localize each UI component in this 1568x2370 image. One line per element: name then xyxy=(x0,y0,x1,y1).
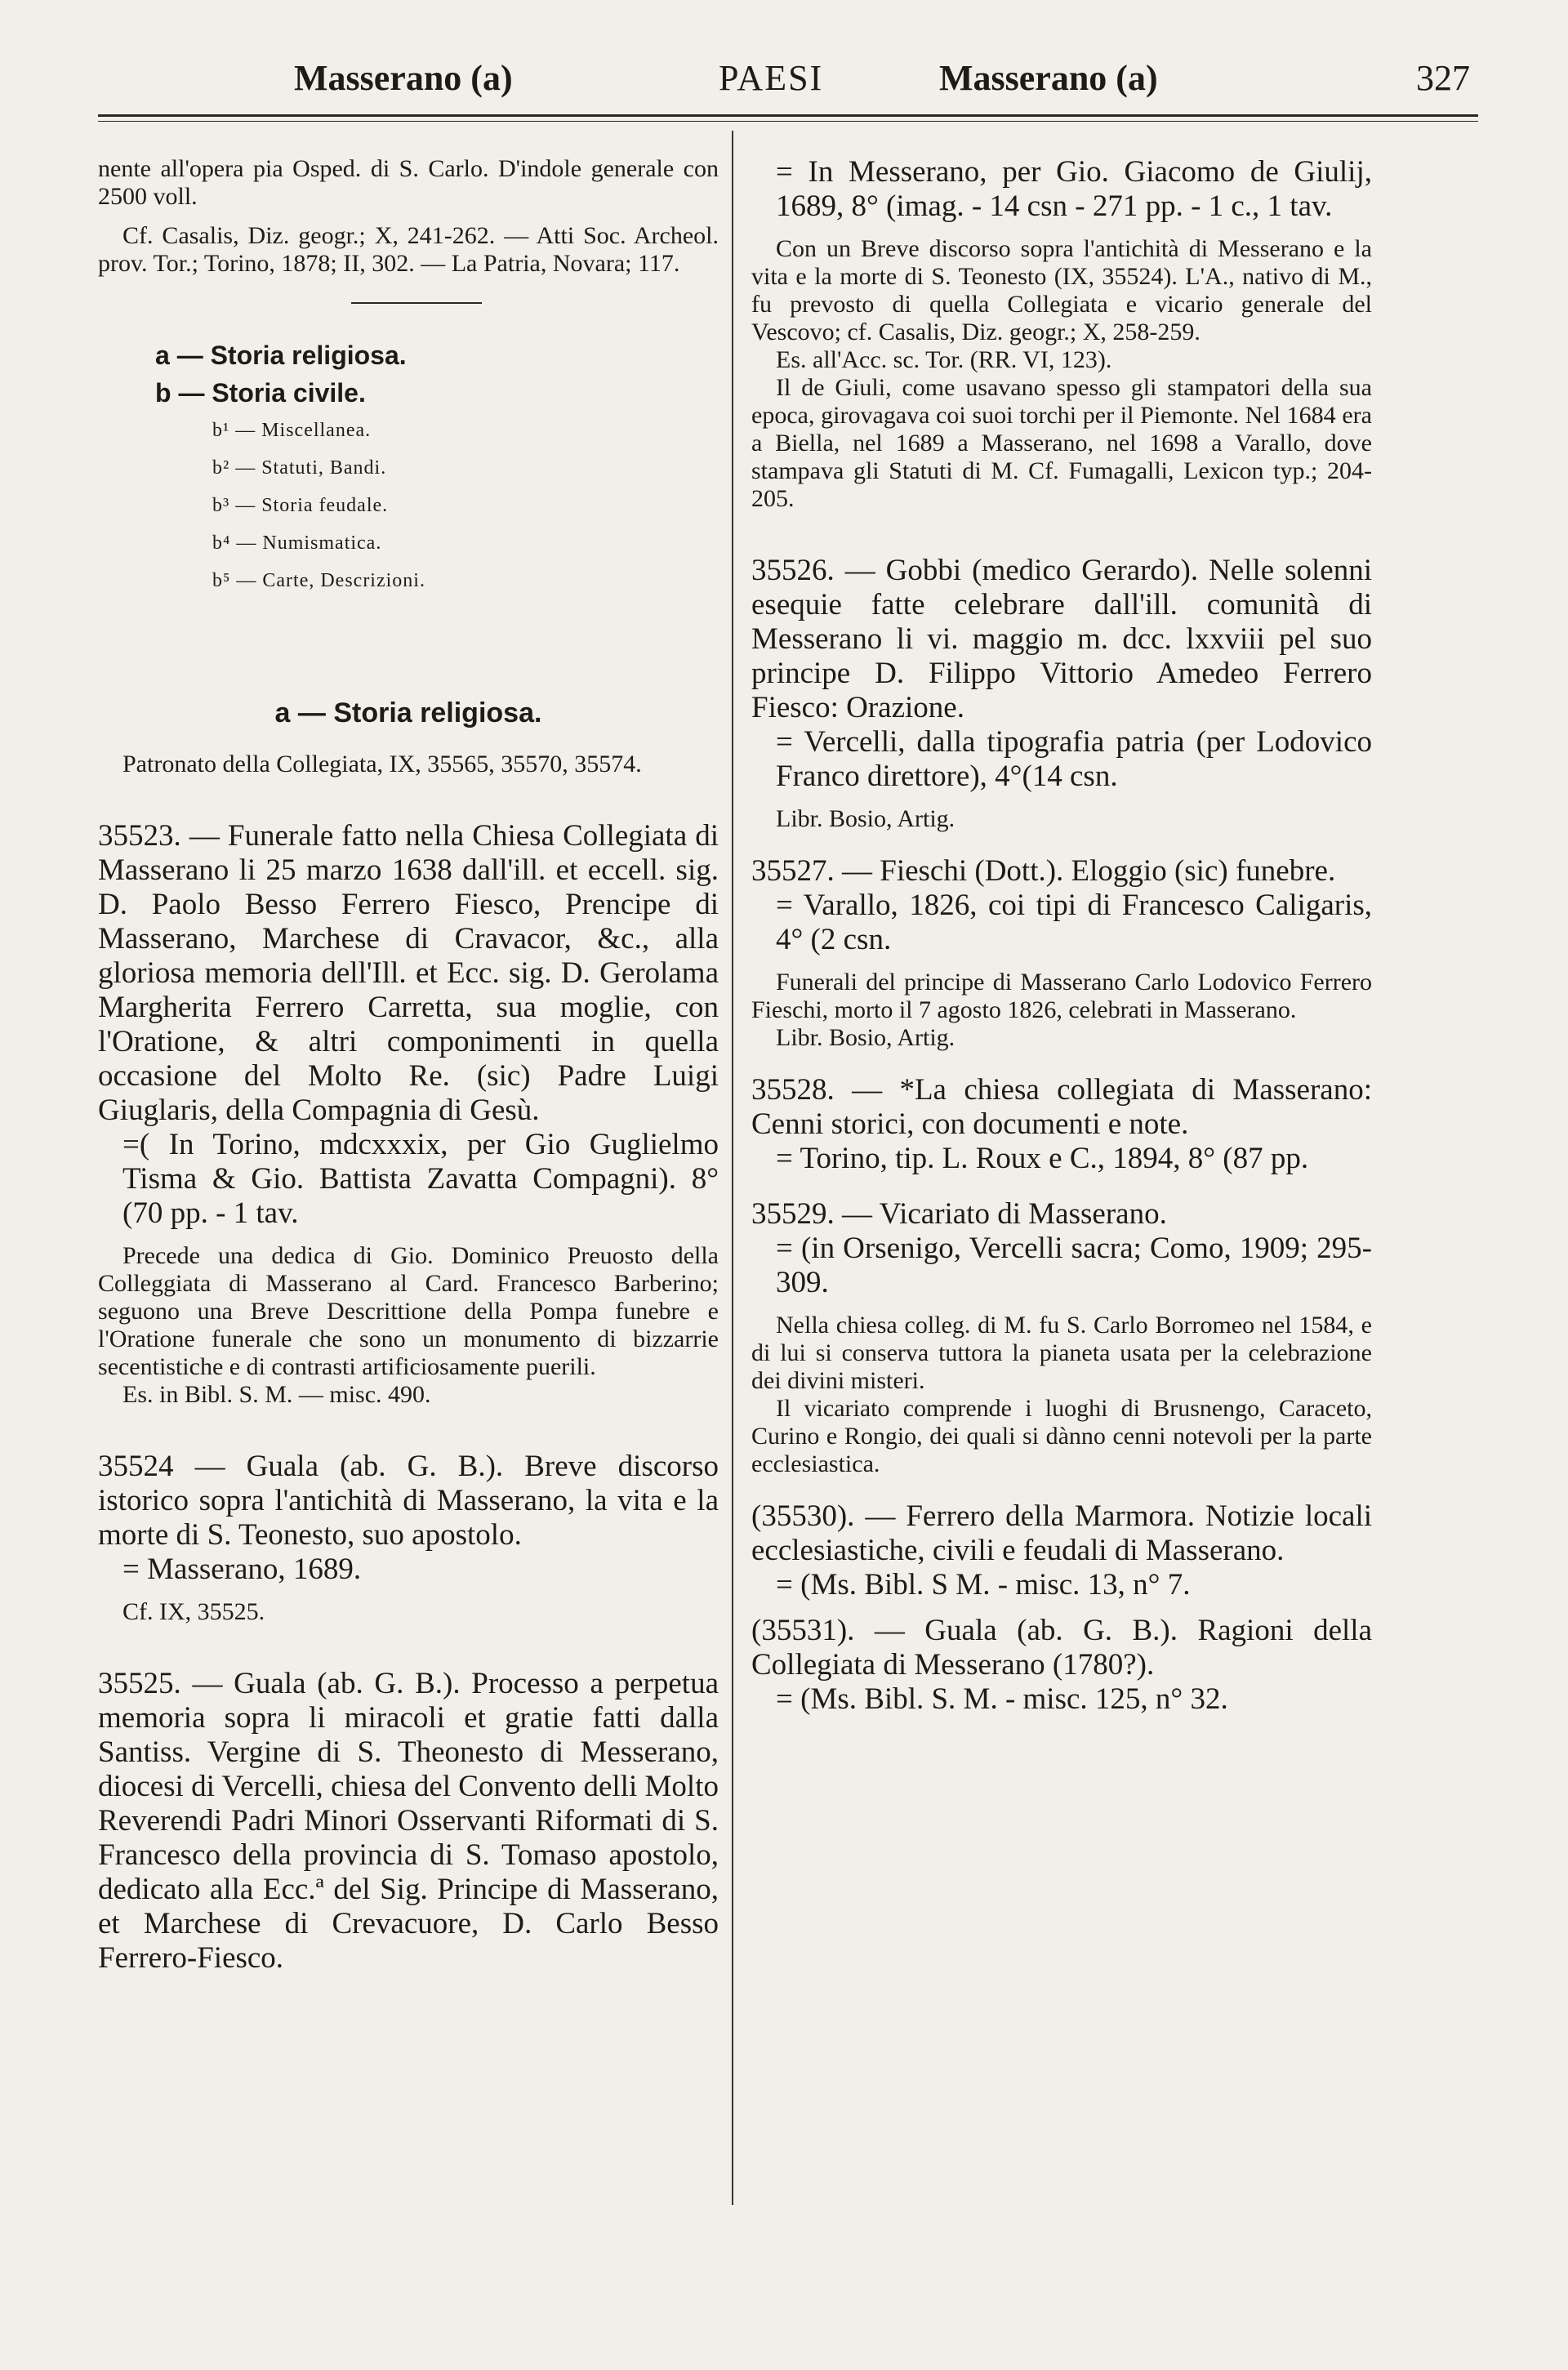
index-b2: b² — Statuti, Bandi. xyxy=(212,457,387,479)
entry-35524: 35524 — Guala (ab. G. B.). Breve discorso istorico sopra l'antichità di Masserano, la vita e la morte di S. Teonesto, suo apostolo. xyxy=(98,1450,719,1552)
section-heading: a — Storia religiosa. xyxy=(274,697,542,728)
header-rule-thin xyxy=(98,121,1478,122)
section-index xyxy=(98,336,719,599)
entry-35523: 35523. — Funerale fatto nella Chiesa Collegiata di Masserano li 25 marzo 1638 dall'ill. et eccell. sig. D. Paolo Besso Ferrero Fiesco, Prencipe di Masserano, Marchese di Cravacor, &c., alla gloriosa memoria dell'Ill. et Ecc. sig. D. Gerolama Margherita Ferrero Carretta, sua moglie, con l'Oratione, & altri componimenti in quella occasione del Molto Re. (sic) Padre Luigi Giuglaris, della Compagnia di Gesù. xyxy=(98,819,719,1127)
index-b4: b⁴ — Numismatica. xyxy=(212,532,382,554)
entry-35531: (35531). — Guala (ab. G. B.). Ragioni della Collegiata di Messerano (1780?). xyxy=(751,1614,1372,1682)
index-b: b — Storia civile. xyxy=(155,378,366,408)
intro-references: Cf. Casalis, Diz. geogr.; X, 241-262. — Atti Soc. Archeol. prov. Tor.; Torino, 1878; II, 302. — La Patria, Novara; 117. xyxy=(98,222,719,277)
entry-35526: 35526. — Gobbi (medico Gerardo). Nelle solenni esequie fatte celebrare dall'ill. comunità di Messerano li vi. maggio m. dcc. lxxviii pel suo principe D. Filippo Vittorio Amedeo Ferrero Fiesco: Orazione. xyxy=(751,554,1372,724)
separator-rule xyxy=(351,302,482,304)
entry-35529-imprint: = (in Orsenigo, Vercelli sacra; Como, 1909; 295-309. xyxy=(776,1232,1372,1299)
entry-35523-note: Precede una dedica di Gio. Dominico Preuosto della Colleggiata di Masserano al Card. Francesco Barberino; seguono una Breve Descrittione della Pompa funebre e l'Oratione funerale che sono un monumento di bizzarrie secentistiche e di contrasti artificiosamente puerili. xyxy=(98,1242,719,1380)
entry-35529-note-vicariato: Il vicariato comprende i luoghi di Brusnengo, Caraceto, Curino e Rongio, dei quali si dànno cenni notevoli per la parte ecclesiastica. xyxy=(751,1395,1372,1477)
left-column xyxy=(98,155,719,1976)
entry-35525: 35525. — Guala (ab. G. B.). Processo a perpetua memoria sopra li miracoli et gratie fatti dalla Santiss. Vergine di S. Theonesto di Messerano, diocesi di Vercelli, chiesa del Convento delli Molto Reverendi Padri Minori Osservanti Riformati di S. Francesco della provincia di S. Tomaso apostolo, dedicato alla Ecc.ª del Sig. Principe di Masserano, et Marchese di Crevacuore, D. Carlo Besso Ferrero-Fiesco. xyxy=(98,1667,719,1975)
entry-35527-note: Funerali del principe di Masserano Carlo Lodovico Ferrero Fieschi, morto il 7 agosto 1826, celebrati in Masserano. xyxy=(751,969,1372,1023)
right-column xyxy=(751,155,1372,1717)
entry-35527-imprint: = Varallo, 1826, coi tipi di Francesco Caligaris, 4° (2 csn. xyxy=(776,889,1372,956)
entry-35531-imprint: = (Ms. Bibl. S. M. - misc. 125, n° 32. xyxy=(776,1682,1228,1716)
entry-35530-imprint: = (Ms. Bibl. S M. - misc. 13, n° 7. xyxy=(776,1568,1191,1602)
patronato-note: Patronato della Collegiata, IX, 35565, 35570, 35574. xyxy=(122,751,642,777)
intro-text: nente all'opera pia Osped. di S. Carlo. D'indole generale con 2500 voll. xyxy=(98,155,719,210)
index-b5: b⁵ — Carte, Descrizioni. xyxy=(212,570,425,591)
header-section: PAESI xyxy=(719,58,824,98)
index-a: a — Storia religiosa. xyxy=(155,341,407,370)
entry-35529-note: Nella chiesa colleg. di M. fu S. Carlo Borromeo nel 1584, e di lui si conserva tuttora la pianeta usata per la celebrazione dei divini misteri. xyxy=(751,1312,1372,1394)
page-number: 327 xyxy=(1416,58,1470,98)
entry-35524-crossref: Cf. IX, 35525. xyxy=(122,1598,265,1625)
entry-35527-location: Libr. Bosio, Artig. xyxy=(776,1024,956,1051)
header-rule xyxy=(98,114,1478,117)
entry-35528: 35528. — *La chiesa collegiata di Masserano: Cenni storici, con documenti e note. xyxy=(751,1073,1372,1141)
header-right-title: Masserano (a) xyxy=(939,58,1158,98)
entry-35526-location: Libr. Bosio, Artig. xyxy=(776,805,956,832)
index-b1: b¹ — Miscellanea. xyxy=(212,420,372,441)
entry-35529: 35529. — Vicariato di Masserano. xyxy=(751,1197,1167,1231)
entry-35524-imprint: = Masserano, 1689. xyxy=(122,1553,362,1586)
entry-35525-note-printer: Il de Giuli, come usavano spesso gli stampatori della sua epoca, girovagava coi suoi torchi per il Piemonte. Nel 1684 era a Biella, nel 1689 a Masserano, nel 1698 a Varallo, dove stampava gli Statuti di M. Cf. Fumagalli, Lexicon typ.; 204-205. xyxy=(751,374,1372,512)
entry-35523-location: Es. in Bibl. S. M. — misc. 490. xyxy=(122,1381,431,1408)
entry-35523-imprint: =( In Torino, mdcxxxix, per Gio Guglielmo Tisma & Gio. Battista Zavatta Compagni). 8° (70 pp. - 1 tav. xyxy=(122,1128,719,1230)
entry-35527: 35527. — Fieschi (Dott.). Eloggio (sic) funebre. xyxy=(751,854,1336,888)
entry-35528-imprint: = Torino, tip. L. Roux e C., 1894, 8° (87 pp. xyxy=(776,1142,1309,1175)
entry-35526-imprint: = Vercelli, dalla tipografia patria (per Lodovico Franco direttore), 4°(14 csn. xyxy=(776,725,1372,793)
entry-35525-note: Con un Breve discorso sopra l'antichità di Messerano e la vita e la morte di S. Teonesto (IX, 35524). L'A., nativo di M., fu prevosto di quella Collegiata e vicario generale del Vescovo; cf. Casalis, Diz. geogr.; X, 258-259. xyxy=(751,235,1372,345)
index-b3: b³ — Storia feudale. xyxy=(212,495,389,516)
header-left-title: Masserano (a) xyxy=(294,58,513,98)
entry-35525-location: Es. all'Acc. sc. Tor. (RR. VI, 123). xyxy=(776,346,1112,373)
entry-35530: (35530). — Ferrero della Marmora. Notizie locali ecclesiastiche, civili e feudali di Masserano. xyxy=(751,1499,1372,1567)
entry-35525-imprint: = In Messerano, per Gio. Giacomo de Giulij, 1689, 8° (imag. - 14 csn - 271 pp. - 1 c., 1 tav. xyxy=(776,155,1372,223)
column-divider xyxy=(732,131,733,2205)
running-header xyxy=(98,49,1478,114)
